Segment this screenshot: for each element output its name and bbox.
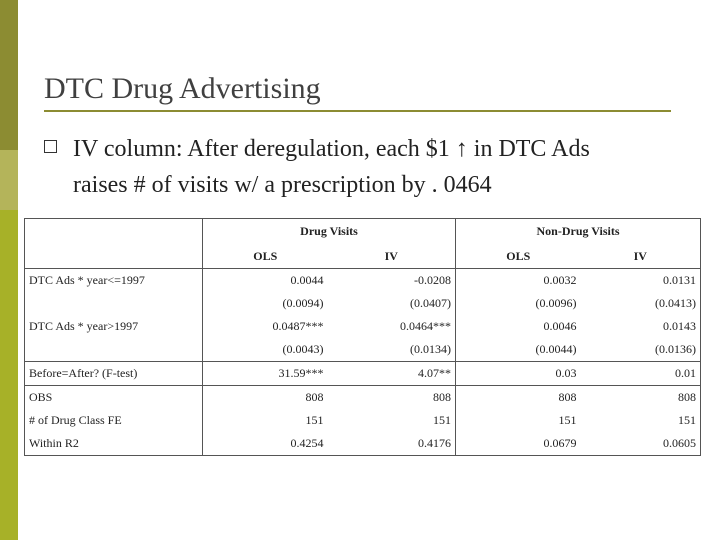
bullet-line-2: raises # of visits w/ a prescription by . 0464 (73, 172, 492, 198)
cell: 0.0679 (456, 432, 581, 456)
cell: 808 (581, 386, 701, 410)
group-header-row (25, 219, 701, 245)
cell: 0.01 (581, 362, 701, 386)
title-underline (44, 110, 671, 112)
cell: 808 (305, 390, 324, 404)
cell: 0.4176 (328, 432, 456, 456)
side-bar-middle (0, 150, 18, 210)
row-label: DTC Ads * year>1997 (25, 315, 203, 338)
table-row (25, 432, 701, 456)
table-row (25, 338, 701, 362)
cell: 0.0143 (581, 315, 701, 338)
cell: (0.0136) (581, 338, 701, 362)
cell: 31.59*** (203, 362, 328, 386)
sub-header-ols-1: OLS (203, 244, 328, 269)
table-row (25, 409, 701, 432)
cell: (0.0134) (328, 338, 456, 362)
cell: 808 (328, 386, 456, 410)
cell: -0.0208 (328, 269, 456, 293)
cell: 151 (328, 409, 456, 432)
sub-header-corner (25, 244, 203, 269)
cell: 0.0487*** (272, 319, 324, 333)
group-header-non-drug-visits: Non-Drug Visits (456, 219, 701, 245)
cell: 808 (558, 390, 577, 404)
sub-header-row (25, 244, 701, 269)
bullet-square-icon (44, 140, 57, 153)
row-label: Within R2 (25, 432, 203, 456)
cell: 0.4254 (203, 432, 328, 456)
sub-header-iv-2: IV (581, 244, 701, 269)
cell: 0.03 (456, 362, 581, 386)
bullet-line-1: IV column: After deregulation, each $1 ↑ in DTC Ads (73, 136, 590, 162)
cell: 151 (305, 413, 324, 427)
row-label (25, 292, 203, 315)
cell: (0.0094) (282, 296, 324, 310)
table-row (25, 315, 701, 338)
row-label: # of Drug Class FE (25, 409, 203, 432)
slide-title: DTC Drug Advertising (44, 72, 321, 105)
table-row (25, 292, 701, 315)
cell: 0.0464*** (328, 315, 456, 338)
header-corner (25, 219, 203, 245)
cell: 0.0605 (581, 432, 701, 456)
table-row (25, 269, 701, 293)
side-bar-top (0, 0, 18, 150)
table (24, 218, 701, 456)
cell: (0.0413) (581, 292, 701, 315)
cell: 151 (581, 409, 701, 432)
row-label: DTC Ads * year<=1997 (25, 269, 203, 293)
row-label (25, 338, 203, 362)
sub-header-iv-1: IV (328, 244, 456, 269)
sub-header-ols-2: OLS (456, 244, 581, 269)
row-label: OBS (25, 386, 203, 410)
cell: 0.0131 (581, 269, 701, 293)
cell: (0.0043) (282, 342, 324, 356)
cell: 0.0044 (290, 273, 324, 287)
table-row (25, 386, 701, 410)
regression-table (24, 218, 704, 456)
row-label: Before=After? (F-test) (25, 362, 203, 386)
cell: 0.0032 (543, 273, 577, 287)
cell: 151 (558, 413, 577, 427)
cell: 0.0046 (543, 319, 577, 333)
table-row (25, 362, 701, 386)
cell: (0.0044) (535, 342, 577, 356)
group-header-drug-visits: Drug Visits (203, 219, 456, 245)
bullet-text (73, 131, 693, 203)
side-bar-bottom (0, 210, 18, 540)
cell: 4.07** (328, 362, 456, 386)
cell: (0.0096) (535, 296, 577, 310)
cell: (0.0407) (328, 292, 456, 315)
